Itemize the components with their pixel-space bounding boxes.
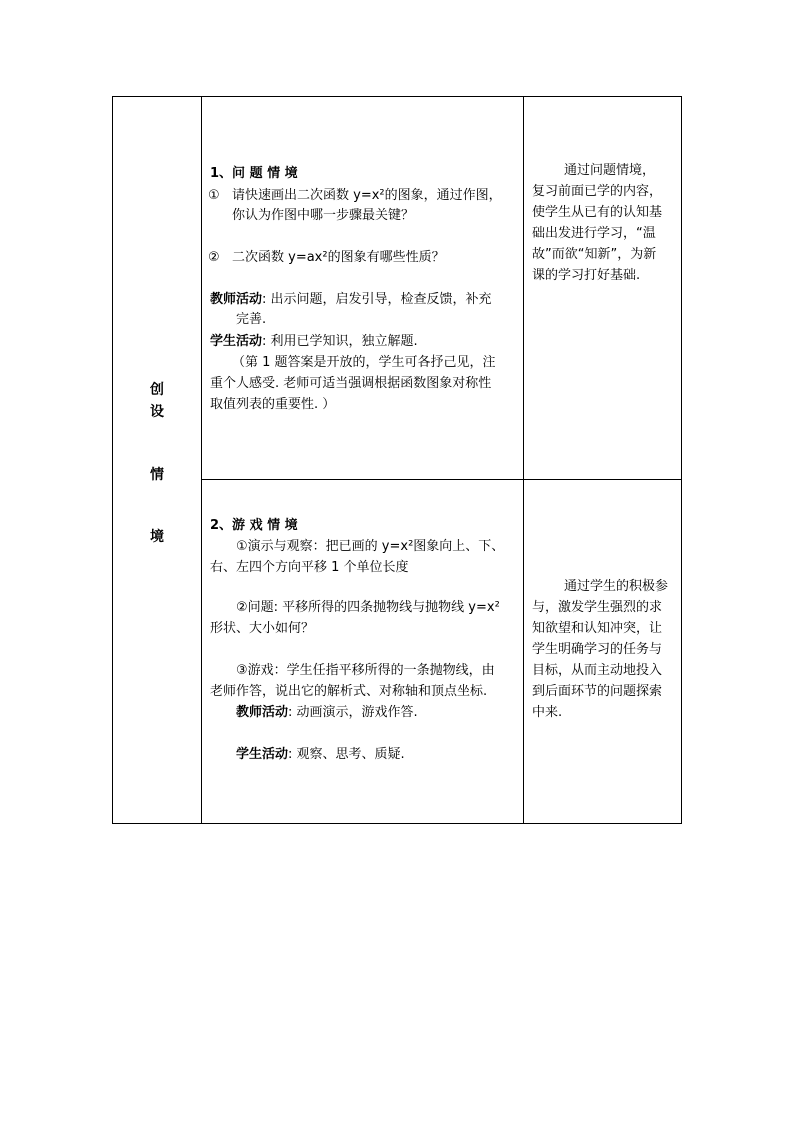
intent-text: 故”而欲“知新”，为新 [532, 247, 657, 262]
content-cell-problem-situation [202, 97, 524, 480]
item-text: ③游戏：学生任指平移所得的一条抛物线，由 [236, 663, 495, 678]
teacher-activity-text: 完善. [236, 312, 267, 327]
student-activity-label: 学生活动 [210, 334, 263, 349]
note-text: （第 1 题答案是开放的，学生可各抒己见，注 [232, 355, 496, 370]
stage-char: 设 [150, 403, 164, 420]
note-text: 重个人感受. 老师可适当强调根据函数图象对称性 [210, 376, 492, 391]
intent-text: 中来. [532, 705, 563, 720]
content-cell-game-situation [202, 480, 524, 824]
stage-label-cell [113, 97, 202, 824]
stage-char: 境 [150, 528, 164, 545]
question-number: ② [208, 250, 220, 265]
teacher-activity-text: : 动画演示，游戏作答. [288, 705, 418, 720]
section-heading: 2、游 戏 情 境 [210, 518, 298, 533]
item-text: ②问题: 平移所得的四条抛物线与抛物线 y=x² [236, 600, 500, 615]
teacher-activity-text: : 出示问题，启发引导，检查反馈，补充 [262, 292, 492, 307]
intent-cell-1 [524, 97, 682, 480]
student-activity-text: : 观察、思考、质疑. [288, 747, 405, 762]
teacher-activity [236, 703, 418, 723]
intent-text: 通过学生的积极参 [564, 579, 669, 594]
stage-char: 情 [150, 466, 164, 483]
stage-char: 创 [150, 381, 164, 398]
item-text: 右、左四个方向平移 1 个单位长度 [210, 560, 409, 575]
student-activity-label: 学生活动 [236, 747, 289, 762]
question-text: 二次函数 y=ax²的图象有哪些性质？ [232, 250, 445, 265]
intent-text: 通过问题情境， [564, 163, 656, 178]
item-text: 形状、大小如何？ [210, 621, 315, 636]
intent-text: 知欲望和认知冲突，让 [532, 621, 663, 636]
item-text: 老师作答，说出它的解析式、对称轴和顶点坐标. [210, 684, 488, 699]
question-number: ① [208, 188, 220, 203]
intent-text: 础出发进行学习，“温 [532, 226, 656, 241]
note-text: 取值列表的重要性. ） [210, 397, 336, 412]
section-heading: 1、问 题 情 境 [210, 166, 298, 181]
teacher-activity-label: 教师活动 [236, 705, 289, 720]
question-text: 你认为作图中哪一步骤最关键？ [232, 208, 415, 223]
table-row [113, 97, 682, 480]
intent-text: 学生明确学习的任务与 [532, 642, 663, 657]
intent-text: 课的学习打好基础. [532, 268, 641, 283]
student-activity [236, 745, 405, 765]
teacher-activity-label: 教师活动 [210, 292, 263, 307]
question-text: 请快速画出二次函数 y=x²的图象，通过作图， [232, 188, 502, 203]
intent-text: 目标，从而主动地投入 [532, 663, 663, 678]
intent-text: 复习前面已学的内容， [532, 184, 663, 199]
student-activity [210, 332, 418, 352]
lesson-plan-table [112, 96, 682, 824]
teacher-activity [210, 290, 492, 310]
intent-text: 使学生从已有的认知基 [532, 205, 663, 220]
item-text: ①演示与观察：把已画的 y=x²图象向上、下、 [236, 539, 505, 554]
intent-text: 到后面环节的问题探索 [532, 684, 663, 699]
student-activity-text: : 利用已学知识，独立解题. [262, 334, 418, 349]
intent-cell-2 [524, 480, 682, 824]
intent-text: 与，激发学生强烈的求 [532, 600, 663, 615]
